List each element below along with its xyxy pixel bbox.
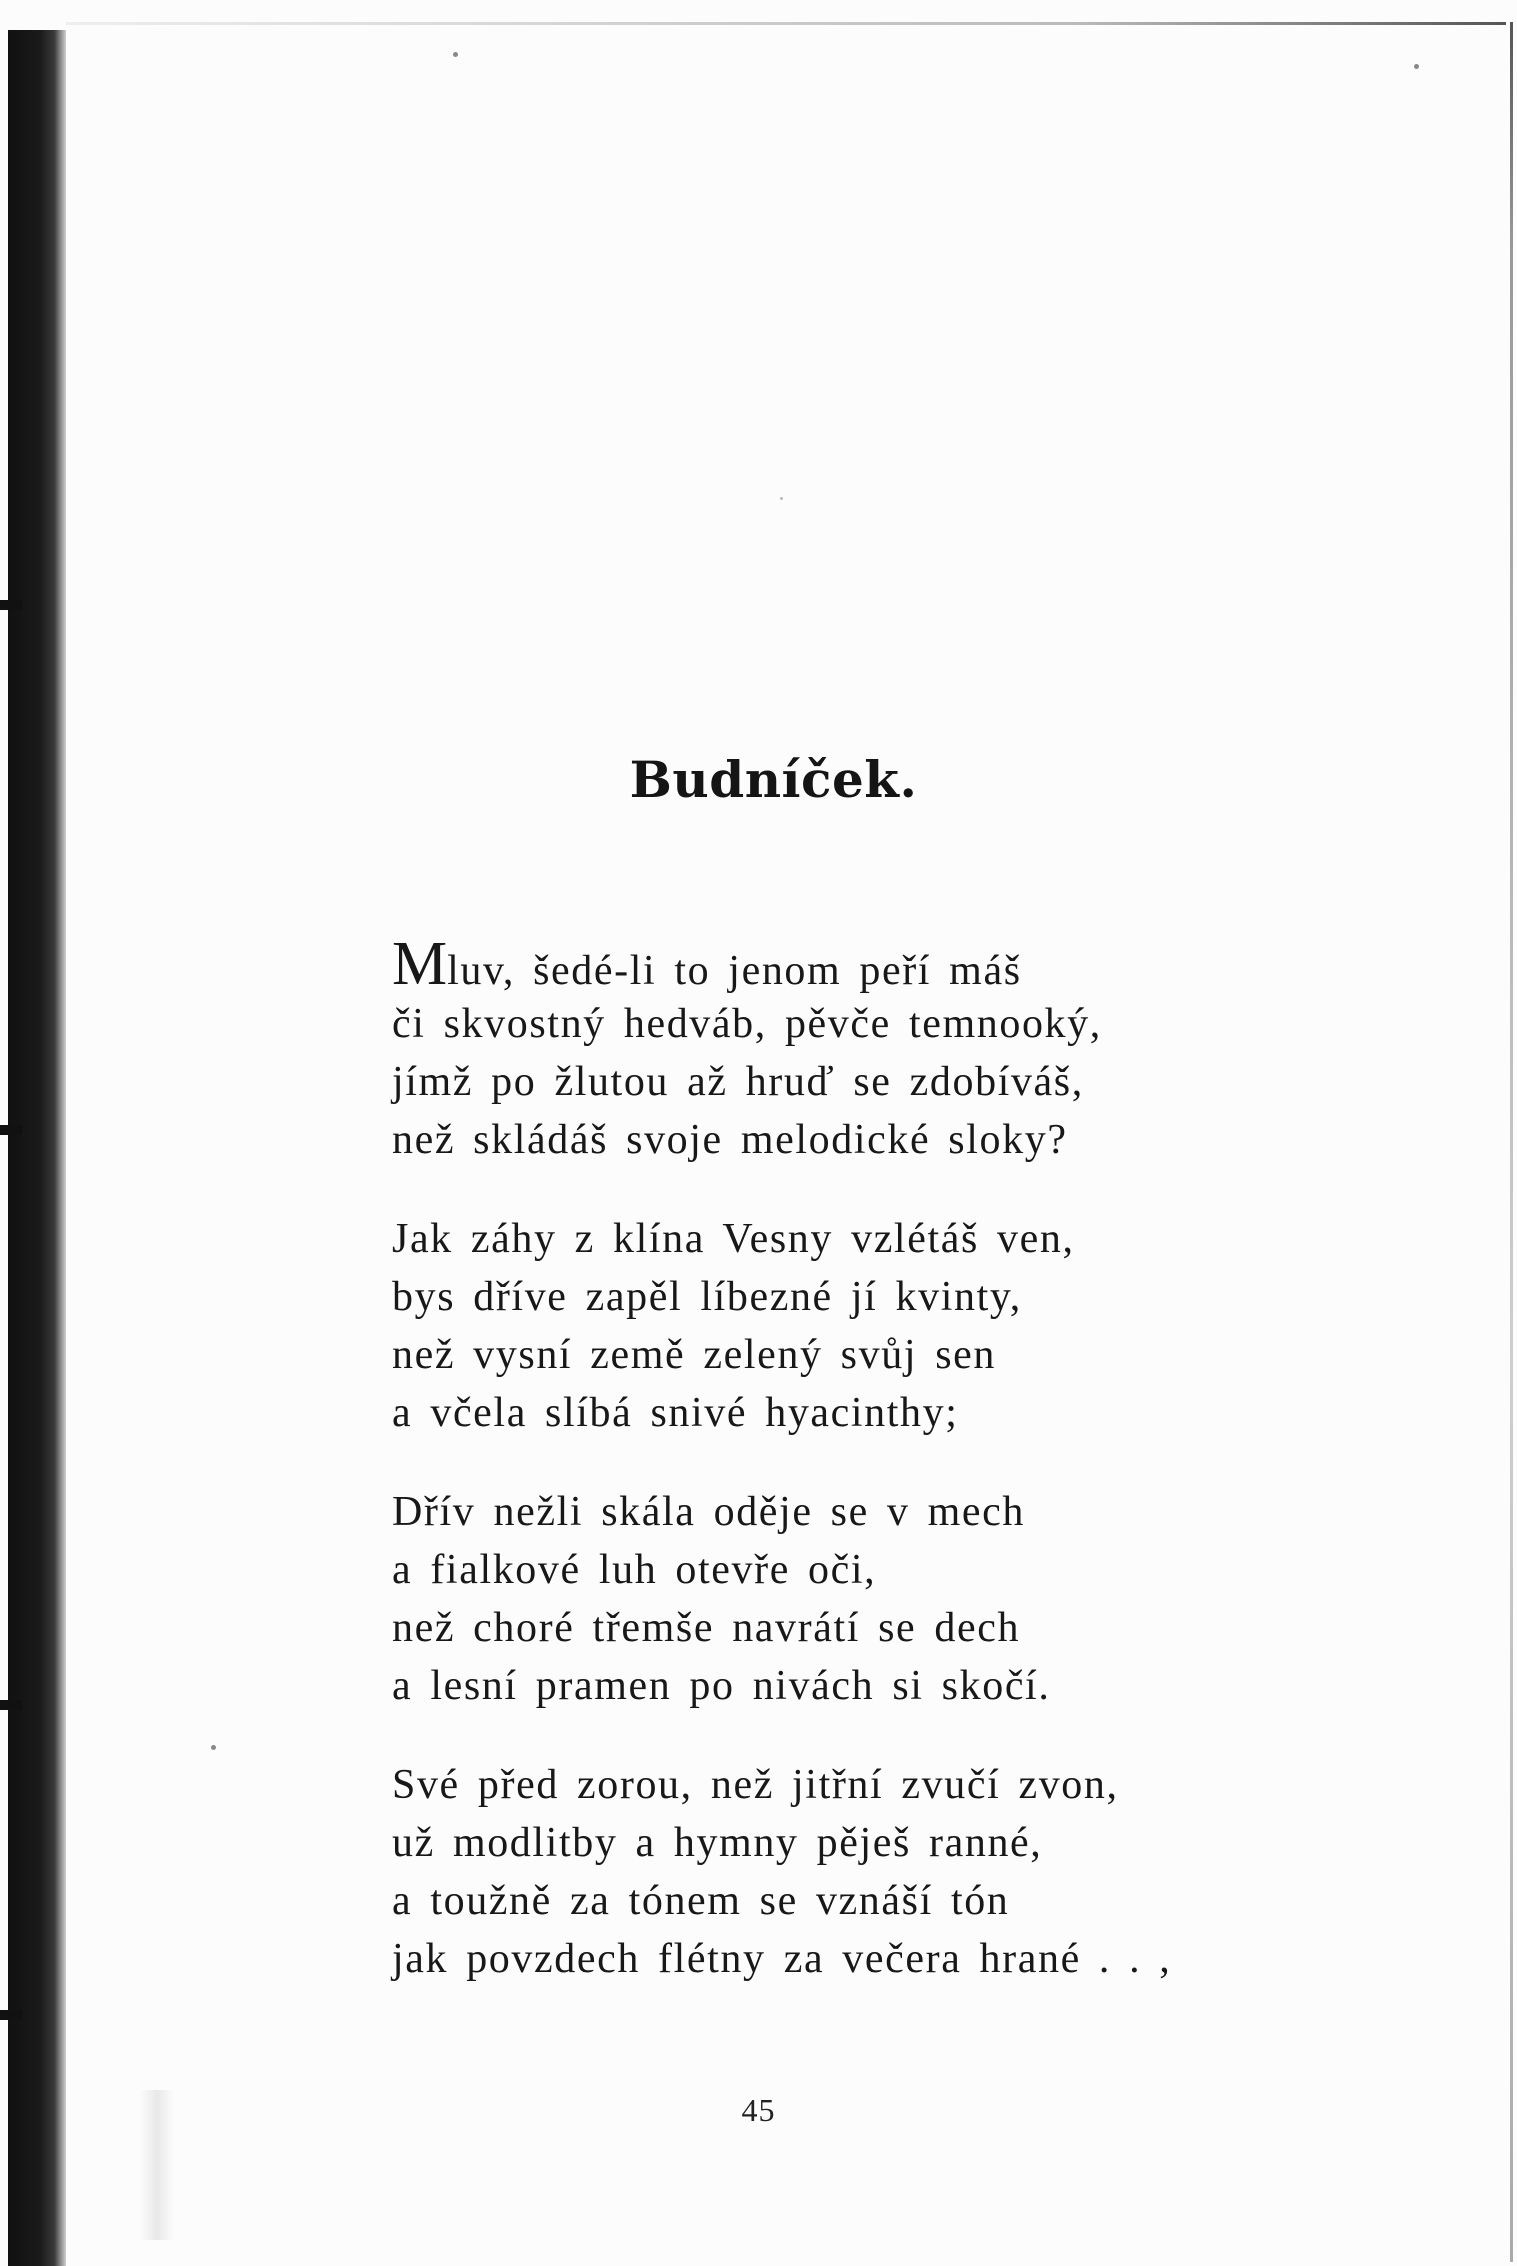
verse-line: než skládáš svoje melodické sloky? xyxy=(392,1117,1068,1163)
verse-line: Své před zorou, než jitřní zvučí zvon, xyxy=(392,1762,1119,1808)
page-right-edge xyxy=(1510,22,1513,2262)
verse-line xyxy=(392,930,1452,998)
binding-edge xyxy=(8,30,66,2266)
paper-speck xyxy=(780,497,783,500)
verse-line: a lesní pramen po nivách si skočí. xyxy=(392,1663,1051,1709)
verse-line: či skvostný hedváb, pěvče temnooký, xyxy=(392,1001,1102,1047)
stanza xyxy=(392,930,1452,1169)
verse-line: Jak záhy z klína Vesny vzlétáš ven, xyxy=(392,1216,1075,1262)
drop-cap: M xyxy=(392,930,448,998)
paper-speck xyxy=(211,1745,216,1750)
paper-speck xyxy=(453,52,458,57)
verse-line: jímž po žlutou až hruď se zdobíváš, xyxy=(392,1059,1084,1105)
verse-line: a fialkové luh otevře oči, xyxy=(392,1547,877,1593)
binding-notch xyxy=(0,600,22,610)
verse-line: a včela slíbá snivé hyacinthy; xyxy=(392,1390,959,1436)
verse-line: už modlitby a hymny pěješ ranné, xyxy=(392,1820,1043,1866)
verse-line: než vysní země zelený svůj sen xyxy=(392,1332,996,1378)
stanza xyxy=(392,1483,1452,1715)
verse-line-text: luv, šedé-li to jenom peří máš xyxy=(447,948,1022,994)
binding-notch xyxy=(0,2010,22,2020)
poem-title: Budníček. xyxy=(629,750,918,809)
verse-line: jak povzdech flétny za večera hrané . . , xyxy=(392,1936,1172,1982)
verse-line: než choré třemše navrátí se dech xyxy=(392,1605,1021,1651)
verse-line: bys dříve zapěl líbezné jí kvinty, xyxy=(392,1274,1022,1320)
page-number: 45 xyxy=(741,2092,776,2128)
binding-notch xyxy=(0,1700,22,1710)
verse-line: a toužně za tónem se vznáší tón xyxy=(392,1878,1010,1924)
poem-body xyxy=(392,930,1452,2029)
stanza xyxy=(392,1210,1452,1442)
paper-speck xyxy=(1414,64,1419,69)
page-top-edge xyxy=(66,22,1506,25)
binding-notch xyxy=(0,1125,22,1135)
verse-line: Dřív nežli skála oděje se v mech xyxy=(392,1489,1025,1535)
stanza xyxy=(392,1756,1452,1988)
